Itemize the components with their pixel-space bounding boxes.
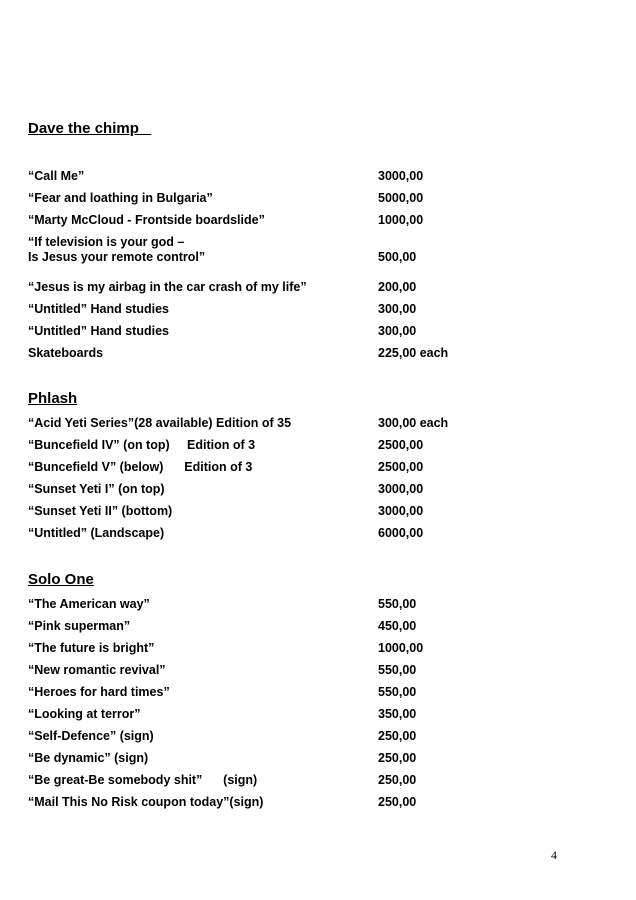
artwork-price: 450,00 bbox=[378, 619, 417, 633]
artwork-price: 300,00 bbox=[378, 324, 417, 338]
artwork-title: “Buncefield IV” (on top) Edition of 3 bbox=[28, 438, 256, 452]
artwork-price: 3000,00 bbox=[378, 504, 424, 518]
artwork-price: 3000,00 bbox=[378, 482, 424, 496]
artwork-title: “The future is bright” bbox=[28, 641, 155, 655]
artwork-price: 1000,00 bbox=[378, 641, 424, 655]
artwork-price: 250,00 bbox=[378, 773, 417, 787]
artwork-title: “Pink superman” bbox=[28, 619, 131, 633]
artwork-price: 350,00 bbox=[378, 707, 417, 721]
artwork-price: 250,00 bbox=[378, 729, 417, 743]
artwork-price: 2500,00 bbox=[378, 460, 424, 474]
artwork-title: “Sunset Yeti I” (on top) bbox=[28, 482, 165, 496]
section-heading-phlash: Phlash bbox=[28, 390, 78, 407]
artwork-title: “If television is your god – bbox=[28, 235, 185, 249]
artwork-price: 1000,00 bbox=[378, 213, 424, 227]
artwork-title: “Untitled” Hand studies bbox=[28, 302, 169, 316]
artwork-price: 6000,00 bbox=[378, 526, 424, 540]
artwork-price: 300,00 each bbox=[378, 416, 449, 430]
artwork-title: Skateboards bbox=[28, 346, 104, 360]
artwork-title: “Buncefield V” (below) Edition of 3 bbox=[28, 460, 253, 474]
artwork-title: “Untitled” (Landscape) bbox=[28, 526, 165, 540]
artwork-title: “The American way” bbox=[28, 597, 150, 611]
artwork-title: “Looking at terror” bbox=[28, 707, 141, 721]
artwork-price: 550,00 bbox=[378, 663, 417, 677]
artwork-title: “Call Me” bbox=[28, 169, 85, 183]
artwork-price: 550,00 bbox=[378, 685, 417, 699]
artwork-price: 3000,00 bbox=[378, 169, 424, 183]
artwork-title: “Self-Defence” (sign) bbox=[28, 729, 154, 743]
artwork-title: “Fear and loathing in Bulgaria” bbox=[28, 191, 213, 205]
artwork-title: “Be dynamic” (sign) bbox=[28, 751, 149, 765]
page-number: 4 bbox=[551, 848, 557, 862]
artwork-price: 225,00 each bbox=[378, 346, 449, 360]
section-heading-solo-one: Solo One bbox=[28, 571, 94, 588]
artwork-title: “Acid Yeti Series”(28 available) Edition of 35 bbox=[28, 416, 292, 430]
artwork-title: “Jesus is my airbag in the car crash of my life” bbox=[28, 280, 307, 294]
artwork-title: “Sunset Yeti II” (bottom) bbox=[28, 504, 173, 518]
artwork-title: “Heroes for hard times” bbox=[28, 685, 170, 699]
artwork-title-line2: Is Jesus your remote control” bbox=[28, 250, 206, 264]
artwork-price: 500,00 bbox=[378, 250, 417, 264]
artwork-title: “Untitled” Hand studies bbox=[28, 324, 169, 338]
artwork-price: 250,00 bbox=[378, 795, 417, 809]
section-heading-dave-the-chimp: Dave the chimp bbox=[28, 120, 152, 137]
artwork-price: 200,00 bbox=[378, 280, 417, 294]
artwork-price: 550,00 bbox=[378, 597, 417, 611]
artwork-title: “Mail This No Risk coupon today”(sign) bbox=[28, 795, 264, 809]
artwork-price: 300,00 bbox=[378, 302, 417, 316]
artwork-price: 5000,00 bbox=[378, 191, 424, 205]
artwork-title: “Be great-Be somebody shit” (sign) bbox=[28, 773, 258, 787]
artwork-price: 2500,00 bbox=[378, 438, 424, 452]
artwork-price: 250,00 bbox=[378, 751, 417, 765]
artwork-title: “New romantic revival” bbox=[28, 663, 166, 677]
artwork-title: “Marty McCloud - Frontside boardslide” bbox=[28, 213, 265, 227]
